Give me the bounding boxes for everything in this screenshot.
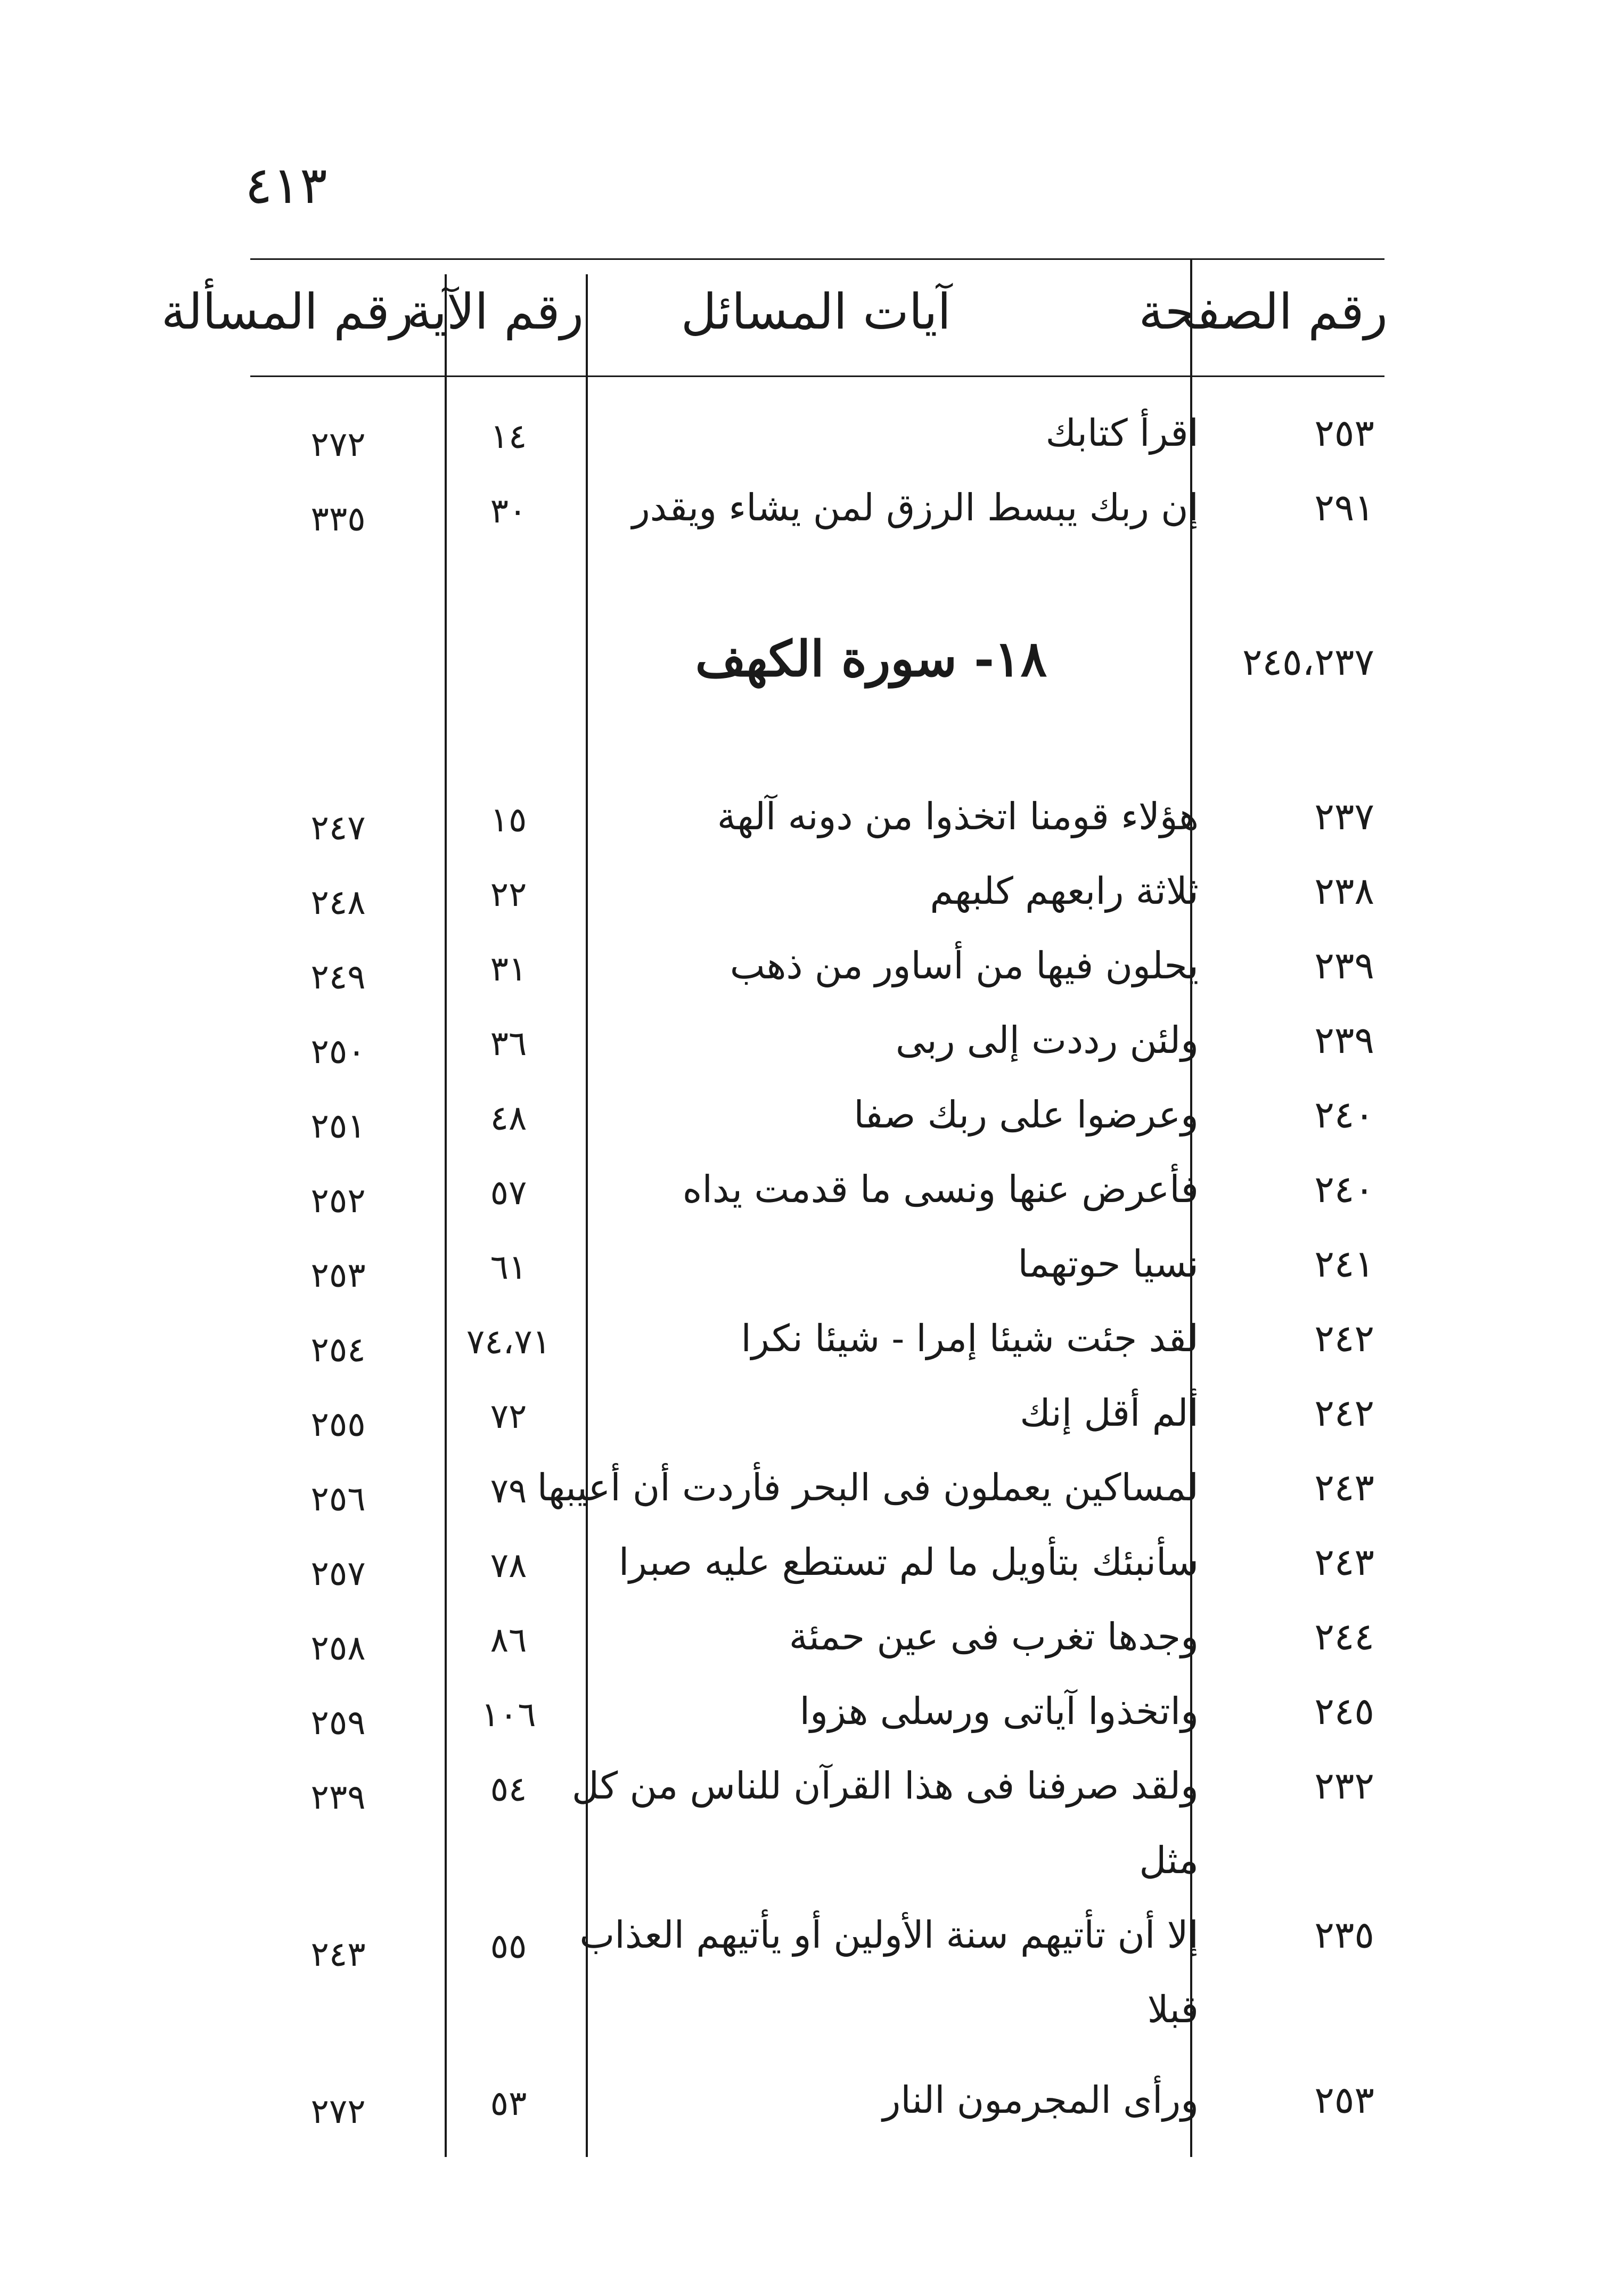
- ayah-cell: ٥٧: [490, 1173, 527, 1213]
- masala-cell: ٢٥٠: [310, 1032, 366, 1072]
- surah-page-cell: ٢٤٥،٢٣٧: [1242, 640, 1374, 684]
- page-cell: ٢٩١: [1314, 486, 1374, 529]
- masala-cell: ٢٥٢: [310, 1181, 366, 1221]
- ayah-cell: ٧٢: [490, 1397, 527, 1436]
- ayah-cell: ٤٨: [490, 1099, 527, 1138]
- verse-cell: لقد جئت شيئا إمرا - شيئا نكرا: [741, 1317, 1199, 1360]
- page-cell: ٢٣٧: [1314, 795, 1374, 838]
- verse-cell: ورأى المجرمون النار: [882, 2078, 1199, 2122]
- ayah-cell: ١٠٦: [481, 1695, 536, 1735]
- verse-cell: ثلاثة رابعهم كلبهم: [930, 869, 1199, 913]
- page-cell: ٢٣٢: [1314, 1764, 1374, 1808]
- ayah-cell: ٥٣: [490, 2084, 527, 2123]
- masala-cell: ٢٥٧: [310, 1554, 366, 1594]
- page-cell: ٢٤٠: [1314, 1093, 1374, 1137]
- masala-cell: ٢٤٣: [310, 1935, 366, 1974]
- ayah-cell: ١٤: [490, 417, 527, 456]
- column-divider-ayah: [445, 274, 447, 2157]
- header-masala: رقم المسألة: [161, 283, 413, 340]
- header-page: رقم الصفحة: [1138, 283, 1388, 340]
- ayah-cell: ١٥: [490, 800, 527, 840]
- page-cell: ٢٤٢: [1314, 1317, 1374, 1360]
- page-cell: ٢٤٠: [1314, 1167, 1374, 1211]
- masala-cell: ٢٧٢: [310, 2092, 366, 2131]
- verse-cell: إن ربك يبسط الرزق لمن يشاء ويقدر: [632, 486, 1199, 529]
- header-ayah: رقم الآية: [407, 283, 584, 340]
- masala-cell: ٢٤٩: [310, 958, 366, 997]
- table-top-rule: [250, 258, 1384, 260]
- page-cell: ٢٤١: [1314, 1242, 1374, 1286]
- ayah-cell: ٦١: [490, 1248, 527, 1287]
- page-cell: ٢٣٥: [1314, 1913, 1374, 1957]
- masala-cell: ٢٤٧: [310, 808, 366, 848]
- masala-cell: ٢٤٨: [310, 883, 366, 922]
- header-bottom-rule: [250, 375, 1384, 377]
- page-cell: ٢٤٣: [1314, 1466, 1374, 1509]
- masala-cell: ٢٥٨: [310, 1629, 366, 1668]
- masala-cell: ٢٣٩: [310, 1778, 366, 1817]
- verse-cell: نسيا حوتهما: [1018, 1242, 1199, 1286]
- ayah-cell: ٣٠: [490, 492, 527, 531]
- verse-cell: ولقد صرفنا فى هذا القرآن للناس من كل: [571, 1764, 1199, 1808]
- ayah-cell: ٨٦: [490, 1621, 527, 1660]
- masala-cell: ٢٥٦: [310, 1480, 366, 1519]
- masala-cell: ٢٥٥: [310, 1405, 366, 1444]
- masala-cell: ٢٥٣: [310, 1256, 366, 1295]
- masala-cell: ٢٥٤: [310, 1330, 366, 1370]
- masala-cell: ٣٣٥: [310, 500, 366, 539]
- ayah-cell: ٧٩: [490, 1472, 527, 1511]
- verse-cell: هؤلاء قومنا اتخذوا من دونه آلهة: [717, 795, 1199, 838]
- masala-cell: ٢٥١: [310, 1107, 366, 1146]
- verse-cell: فأعرض عنها ونسى ما قدمت يداه: [682, 1167, 1199, 1211]
- verse-cell: واتخذوا آياتى ورسلى هزوا: [799, 1689, 1199, 1733]
- page-cell: ٢٣٩: [1314, 944, 1374, 987]
- verse-cell: لمساكين يعملون فى البحر فأردت أن أعيبها: [537, 1466, 1199, 1509]
- masala-cell: ٢٧٢: [310, 425, 366, 464]
- verse-cell: يحلون فيها من أساور من ذهب: [730, 944, 1199, 987]
- page-number: ٤١٣: [245, 156, 327, 215]
- page-cell: ٢٣٩: [1314, 1018, 1374, 1062]
- verse-cell-continuation: قبلا: [1147, 1988, 1199, 2031]
- column-divider-verses: [586, 274, 588, 2157]
- page-cell: ٢٤٥: [1314, 1689, 1374, 1733]
- page-cell: ٢٥٣: [1314, 2078, 1374, 2122]
- page-cell: ٢٤٣: [1314, 1540, 1374, 1584]
- ayah-cell: ٣٦: [490, 1024, 527, 1064]
- page-cell: ٢٣٨: [1314, 869, 1374, 913]
- verse-cell: اقرأ كتابك: [1045, 411, 1199, 455]
- verse-cell: ألم أقل إنك: [1020, 1391, 1199, 1435]
- page-cell: ٢٥٣: [1314, 411, 1374, 455]
- page-cell: ٢٤٢: [1314, 1391, 1374, 1435]
- ayah-cell: ٥٥: [490, 1927, 527, 1966]
- ayah-cell: ٥٤: [490, 1770, 527, 1809]
- verse-cell: وجدها تغرب فى عين حمئة: [789, 1615, 1199, 1658]
- verse-cell: سأنبئك بتأويل ما لم تستطع عليه صبرا: [618, 1540, 1199, 1584]
- ayah-cell: ٧٤،٧١: [466, 1322, 551, 1362]
- ayah-cell: ٢٢: [490, 875, 527, 914]
- ayah-cell: ٣١: [490, 950, 527, 989]
- verse-cell: إلا أن تأتيهم سنة الأولين أو يأتيهم العذاب: [579, 1913, 1199, 1957]
- ayah-cell: ٧٨: [490, 1546, 527, 1586]
- verse-cell: ولئن رددت إلى ربى: [895, 1018, 1199, 1062]
- verse-cell-continuation: مثل: [1139, 1839, 1199, 1882]
- masala-cell: ٢٥٩: [310, 1703, 366, 1743]
- header-verses: آيات المسائل: [681, 283, 951, 340]
- page-cell: ٢٤٤: [1314, 1615, 1374, 1658]
- surah-heading: ١٨- سورة الكهف: [695, 630, 1047, 688]
- verse-cell: وعرضوا على ربك صفا: [854, 1093, 1199, 1137]
